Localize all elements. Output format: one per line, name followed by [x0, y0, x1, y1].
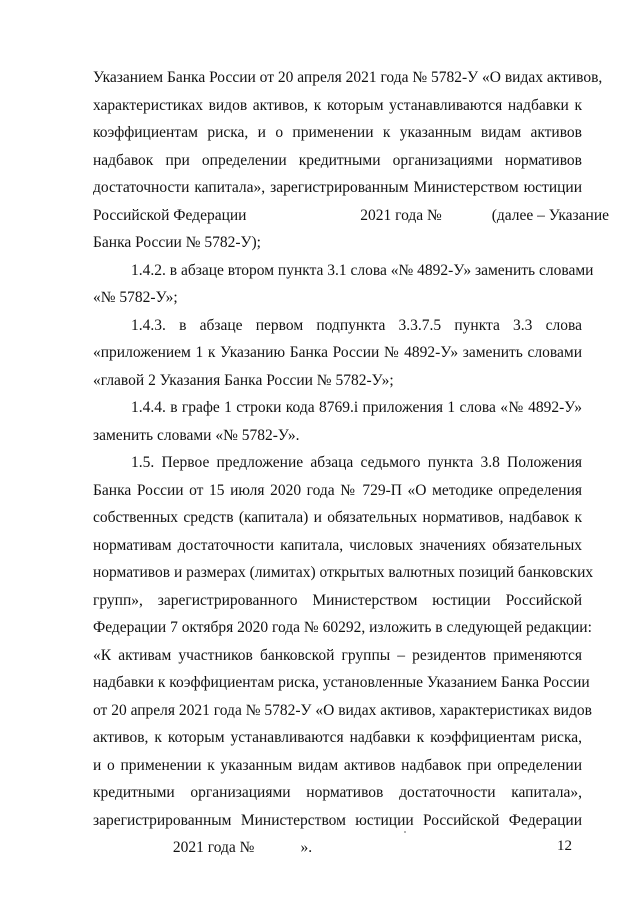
page-number: 12 [557, 838, 572, 854]
text-line: надбавок при определении кредитными организациями нормативов [93, 151, 582, 169]
text-line: «приложением 1 к Указанию Банка России № 4892-У» заменить словами [93, 344, 582, 361]
text-line: надбавки к коэффициентам риска, установленные Указанием Банка России [93, 674, 590, 691]
text-line: кредитными организациями нормативов достаточности капитала», [93, 784, 582, 801]
text-line: Указанием Банка России от 20 апреля 2021 года № 5782-У «О видах активов, [93, 69, 603, 86]
text-line: 1.5. Первое предложение абзаца седьмого пункта 3.8 Положения [131, 454, 582, 471]
handwritten-date [264, 203, 334, 231]
text-line: Банка России от 15 июля 2020 года № 729-П «О методике определения [93, 481, 582, 499]
text-line: Федерации 7 октября 2020 года № 60292, изложить в следующей редакции: [93, 619, 592, 636]
text-line: заменить словами «№ 5782-У». [93, 426, 300, 444]
text-fragment: 2021 года № [172, 839, 255, 856]
text-line: собственных средств (капитала) и обязательных нормативов, надбавок к [93, 509, 582, 526]
text-fragment: ». [300, 839, 313, 856]
text-line-with-handwriting [93, 202, 610, 230]
text-line: активов, к которым устанавливаются надбавки к коэффициентам риска, [93, 729, 582, 746]
scan-speck [404, 831, 406, 833]
text-line: «К активам участников банковской группы – резидентов применяются [93, 646, 582, 664]
text-line: Банка России № 5782-У); [93, 234, 261, 251]
text-fragment: (далее – Указание [491, 206, 610, 224]
text-line: характеристиках видов активов, к которым устанавливаются надбавки к [93, 96, 582, 114]
text-fragment: 2021 года № [360, 206, 442, 224]
text-line: достаточности капитала», зарегистрированным Министерством юстиции [93, 179, 582, 196]
text-line: и о применении к указанным видам активов надбавок при определении [93, 756, 582, 774]
text-line: от 20 апреля 2021 года № 5782-У «О видах активов, характеристиках видов [93, 701, 592, 719]
text-line: зарегистрированным Министерством юстиции Российской Федерации [93, 811, 582, 829]
text-line: 1.4.4. в графе 1 строки кода 8769.i приложения 1 слова «№ 4892-У» [131, 399, 582, 416]
text-line: 1.4.3. в абзаце первом подпункта 3.3.7.5 пункта 3.3 слова [131, 316, 582, 334]
text-line: «№ 5782-У»; [93, 289, 178, 306]
text-line: нормативов и размерах (лимитах) открытых валютных позиций банковских [93, 564, 594, 581]
text-line-with-handwriting [93, 834, 582, 862]
text-line: «главой 2 Указания Банка России № 5782-У»; [93, 371, 394, 389]
handwritten-number [442, 203, 488, 231]
text-line: коэффициентам риска, и о применении к указанным видам активов [93, 124, 582, 141]
handwritten-number [254, 835, 300, 863]
text-line: нормативам достаточности капитала, числовых значениях обязательных [93, 536, 582, 554]
text-line: групп», зарегистрированного Министерством юстиции Российской [93, 591, 582, 609]
text-fragment: Российской Федерации [93, 206, 247, 224]
text-line: 1.4.2. в абзаце втором пункта 3.1 слова «№ 4892-У» заменить словами [131, 261, 594, 279]
handwritten-date [93, 835, 151, 863]
document-body [93, 64, 610, 862]
